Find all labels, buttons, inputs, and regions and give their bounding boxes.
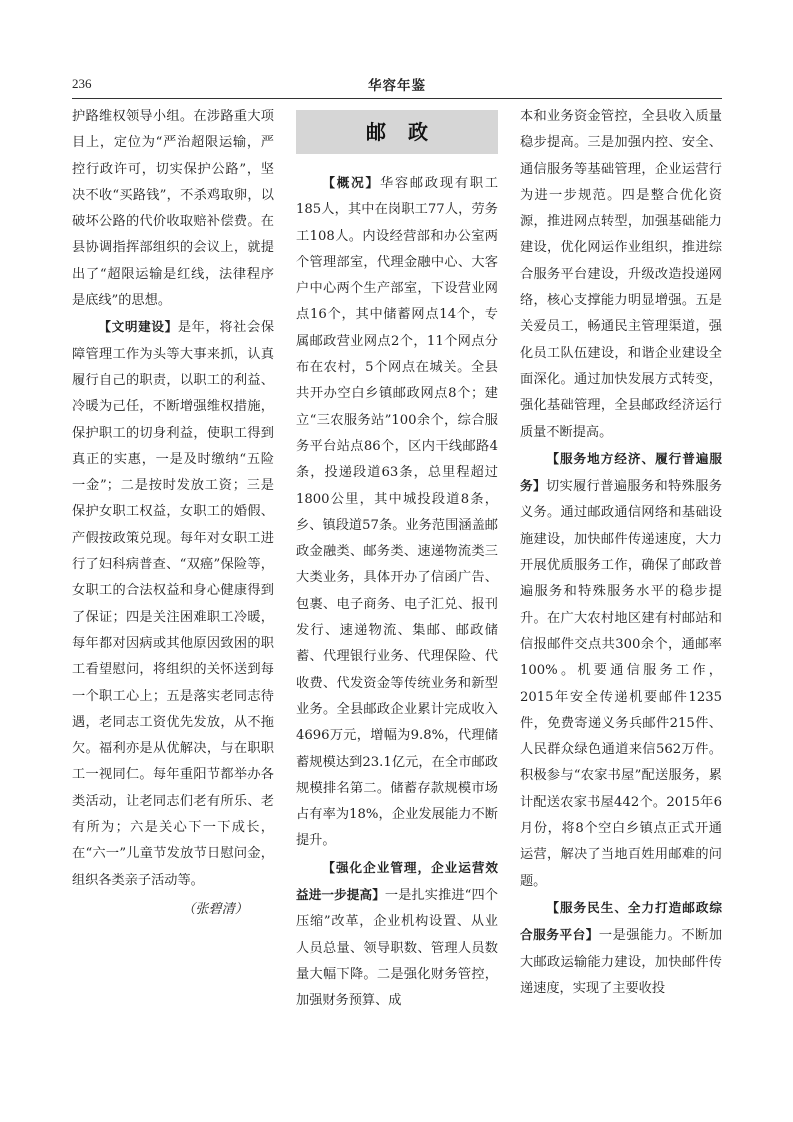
overview-heading: 【概况】 [322,175,380,190]
service-platform-heading: 【服务民生、全力打造邮政综合服务平台】 [520,899,722,943]
column-3 [520,104,722,1002]
universal-service-heading: 【服务地方经济、履行普遍服务】 [520,450,722,494]
paragraph-service-platform [520,895,722,1002]
universal-service-text: 切实履行普遍服务和特殊服务义务。通过邮政通信网络和基础设施建设，加快邮件传递速度，大力开展优质服务工作，确保了邮政普遍服务和特殊服务水平的稳步提升。在广大农村地区建有村邮站和信报邮件交点共300余个，通邮率100%。机要通信服务工作，2015年安全传递机要邮件1235件，免费寄递义务兵邮件215件、人民群众绿色通道来信562万件。积极参与“农家书屋”配送服务，累计配送农家书屋442个。2015年6月份，将8个空白乡镇点正式开通运营，解决了当地百姓用邮难的问题。 [520,479,723,889]
paragraph-management [296,855,498,1015]
civil-construction-heading: 【文明建设】 [98,319,178,335]
service-platform-text: 一是强能力。不断加大邮政运输能力建设，加快邮件传递速度，实现了主要收投 [520,928,723,996]
column-1 [72,104,274,923]
section-title-box [296,110,498,154]
management-heading: 【强化企业管理，企业运营效益进一步提高】 [296,859,498,903]
column-2 [296,104,498,1015]
page-header [72,74,722,99]
overview-text: 华容邮政现有职工185人，其中在岗职工77人，劳务工108人。内设经营部和办公室两个管理部室，代理金融中心、大客户中心两个生产部室，下设营业网点16个，其中储蓄网点14个，专属邮政营业网点2个，11个网点分布在农村，5个网点在城关。全县共开办空白乡镇邮政网点8个；建立“三农服务站”100余个，综合服务平台站点86个，区内干线邮路4条，投递段道63条，总里程超过1800公里，其中城投段道8条，乡、镇段道57条。业务范围涵盖邮政金融类、邮务类、速递物流类三大类业务，具体开办了信函广告、包裹、电子商务、电子汇兑、报刊发行、速递物流、集邮、邮政储蓄、代理银行业务、代理保险、代收费、代发资金等传统业务和新型业务。全县邮政企业累计完成收入4696万元，增幅为9.8%，代理储蓄规模达到23.1亿元，在全市邮政规模排名第二。储蓄存款规模市场占有率为18%，企业发展能力不断提升。 [296,176,499,849]
paragraph-management-continued: 本和业务资金管控，全县收入质量稳步提高。三是加强内控、安全、通信服务等基础管理，企业运营行为进一步规范。四是整合优化资源，推进网点转型，加强基础能力建设，优化网运作业组织，推进综合服务平台建设，升级改造投递网络，核心支撑能力明显增强。五是关爱员工，畅通民主管理渠道，强化员工队伍建设，和谐企业建设全面深化。通过加快发展方式转变，强化基础管理，全县邮政经济运行质量不断提高。 [520,109,722,440]
paragraph-road-protection: 护路维权领导小组。在涉路重大项目上，定位为“严治超限运输，严控行政许可，切实保护公路”，坚决不收“买路钱”，不杀鸡取卵，以破坏公路的代价收取赔补偿费。在县协调指挥部组织的会议上，就提出了“超限运输是红线，法律程序是底线”的思想。 [72,109,274,309]
book-title: 华容年鉴 [368,78,426,94]
paragraph-overview [296,170,498,855]
management-text: 一是扎实推进“四个压缩”改革，企业机构设置、从业人员总量、领导职数、管理人员数量大幅下降。二是强化财务管控，加强财务预算、成 [296,888,498,1009]
paragraph-civil-construction [72,314,274,894]
section-title: 邮政 [366,119,450,144]
civil-construction-text: 是年，将社会保障管理工作为头等大事来抓，认真履行自己的职责，以职工的利益、冷暖为己任，不断增强维权措施，保护职工的切身利益，使职工得到真正的实惠，一是及时缴纳“五险一金”；二是按时发放工资；三是保护女职工权益，女职工的婚假、产假按政策兑现。每年对女职工进行了妇科病普查、“双癌”保险等，女职工的合法权益和身心健康得到了保证；四是关注困难职工冷暖，每年都对因病或其他原因致困的职工看望慰问，将组织的关怀送到每一个职工心上；五是落实老同志待遇，老同志工资优先发放，从不拖欠。福利亦是从优解决，与在职职工一视同仁。每年重阳节都举办各类活动，让老同志们老有所乐、老有所为；六是关心下一下成长，在“六一”儿童节发放节日慰问金，组织各类亲子活动等。 [72,320,275,888]
author-signature: （张碧清） [182,901,248,917]
page-number: 236 [72,76,92,91]
paragraph-universal-service [520,446,722,895]
